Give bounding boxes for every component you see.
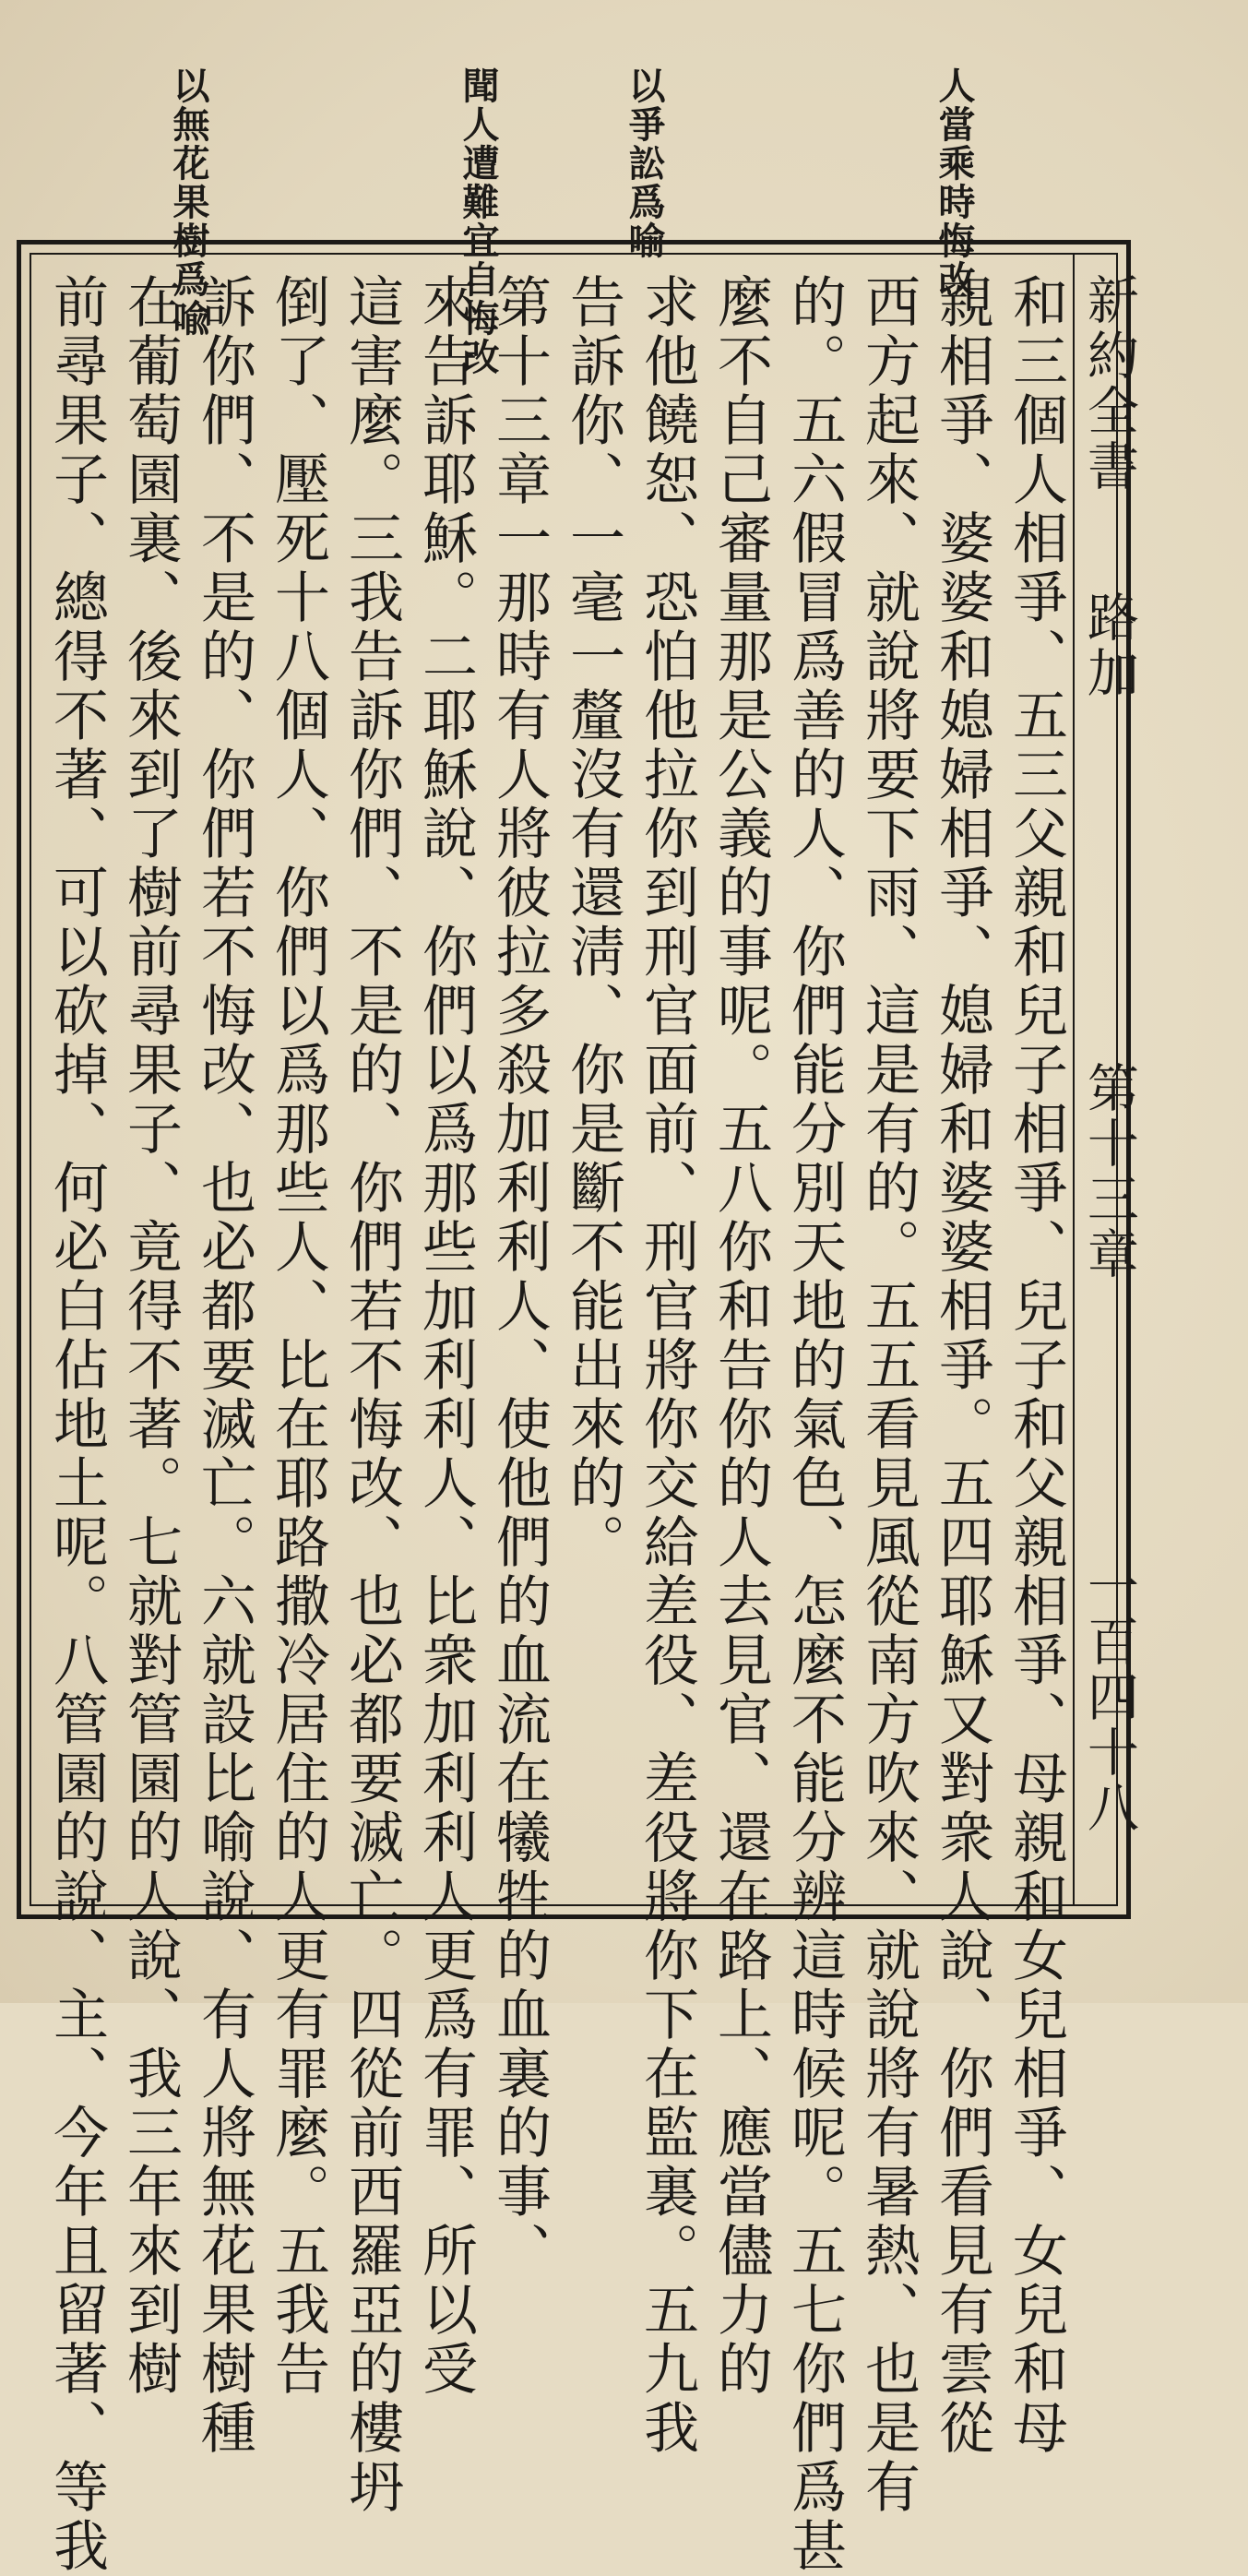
text-column: 麼不自己審量那是公義的事呢。五八你和告你的人去見官、還在路上、應當儘力的 — [708, 273, 773, 2399]
margin-note: 以無花果樹爲喩 — [167, 66, 210, 338]
text-column: 訴你們、不是的、你們若不悔改、也必都要滅亡。六就設比喻說、有人將無花果樹種 — [192, 273, 256, 2458]
margin-note: 以爭訟爲喻 — [623, 66, 666, 260]
text-column: 的。五六假冒爲善的人、你們能分別天地的氣色、怎麼不能分辨這時候呢。五七你們爲甚 — [782, 273, 847, 2576]
header-divider — [1073, 255, 1075, 1904]
text-column: 在葡萄園裏、後來到了樹前尋果子、竟得不著。七就對管園的人說、我三年來到樹 — [118, 273, 183, 2399]
page-number: 一百四十八 — [1079, 1559, 1139, 1836]
book-title: 新約全書 — [1079, 273, 1139, 495]
text-column: 告訴你、一毫一釐沒有還淸、你是斷不能出來的。 — [561, 273, 625, 1572]
chapter-heading: 第十三章 — [1079, 1061, 1139, 1282]
text-column: 親相爭、婆婆和媳婦相爭、媳婦和婆婆相爭。五四耶穌又對衆人說、你們看見有雲從 — [930, 273, 994, 2458]
text-column: 求他饒恕、恐怕他拉你到刑官面前、刑官將你交給差役、差役將你下在監裏。五九我 — [635, 273, 699, 2458]
text-column: 和三個人相爭、五三父親和兒子相爭、兒子和父親相爭、母親和女兒相爭、女兒和母 — [1004, 273, 1068, 2458]
gospel-name: 路加 — [1079, 590, 1139, 701]
text-column: 這害麼。三我告訴你們、不是的、你們若不悔改、也必都要滅亡。四從前西羅亞的樓坍 — [339, 273, 404, 2517]
text-column: 西方起來、就說將要下雨、這是有的。五五看見風從南方吹來、就說將有暑熱、也是有 — [856, 273, 921, 2517]
text-column: 倒了、壓死十八個人、你們以爲那些人、比在耶路撒冷居住的人更有罪麼。五我告 — [266, 273, 330, 2399]
margin-note: 聞人遭難宜自悔改 — [457, 66, 500, 376]
margin-note: 人當乘時悔改 — [933, 66, 976, 299]
text-column: 第十三章一那時有人將彼拉多殺加利利人、使他們的血流在犧牲的血裏的事、 — [487, 273, 552, 2281]
text-column: 前尋果子、總得不著、可以砍掉、何必白佔地土呢。八管園的說、主、今年且留著、等我 — [44, 273, 109, 2576]
text-column: 來告訴耶穌。二耶穌說、你們以爲那些加利利人、比衆加利利人更爲有罪、所以受 — [413, 273, 478, 2399]
